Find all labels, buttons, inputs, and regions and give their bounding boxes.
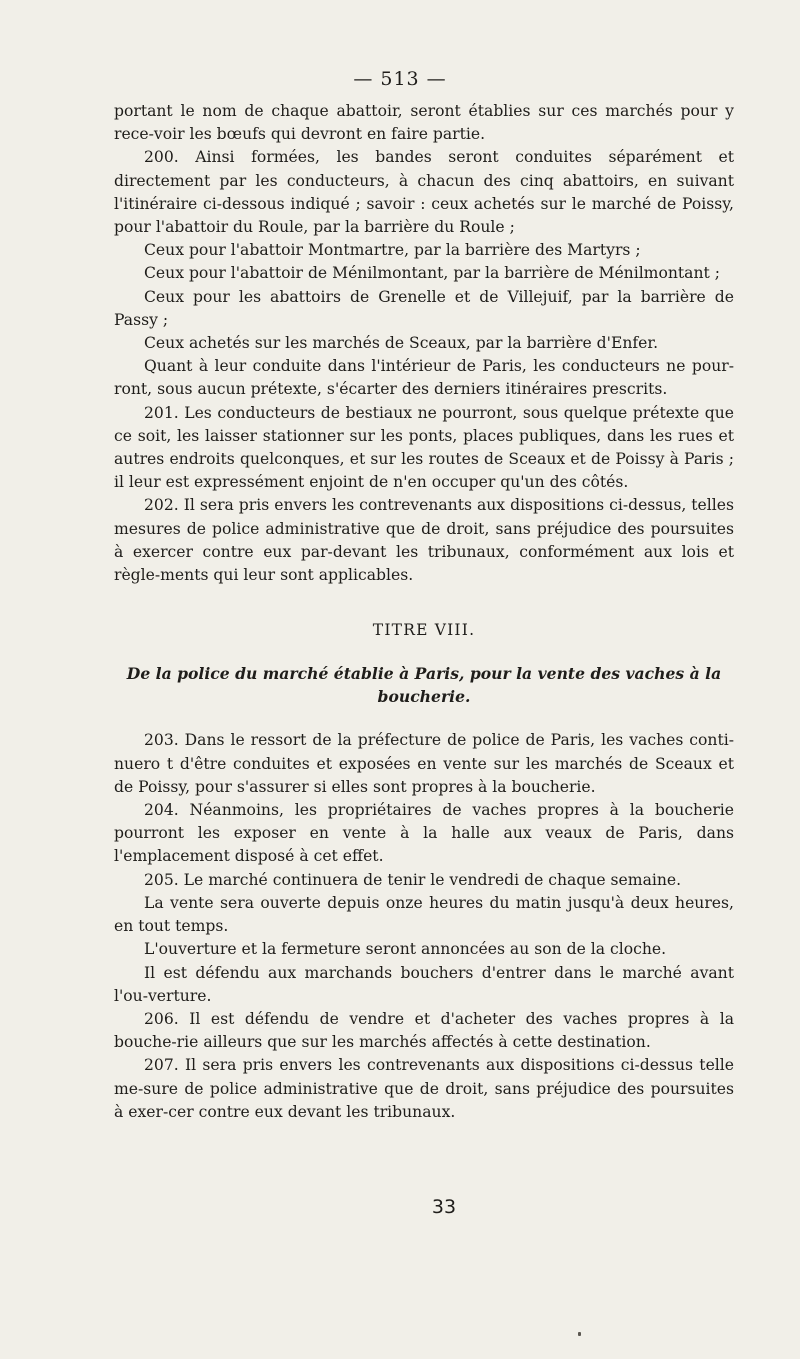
paragraph: Ceux pour les abattoirs de Grenelle et de Villejuif, par la barrière de Passy ; [114,287,734,329]
section-before-title [114,100,734,587]
paragraph: 206. Il est défendu de vendre et d'acheter des vaches propres à la bouche-rie ailleurs que sur les marchés affectés à cette destination. [114,1009,734,1052]
ink-speck [578,1332,581,1336]
paragraph: 205. Le marché continuera de tenir le vendredi de chaque semaine. [144,870,682,889]
paragraph: 200. Ainsi formées, les bandes seront conduites séparément et directement par les conducteurs, à chacun des cinq abattoirs, en suivant l'itinéraire ci-dessous indiqué ; savoir : ceux achetés sur le marché de Poissy, pour l'abattoir du Roule, par la barrière du Roule ; [114,148,734,237]
section-title: TITRE VIII. [372,621,476,640]
paragraph: 201. Les conducteurs de bestiaux ne pourront, sous quelque prétexte que ce soit, les laisser stationner sur les ponts, places publiques, dans les rues et autres endroits quelconques, et sur les routes de Sceaux et de Poissy à Paris ; il leur est expressément enjoint de n'en occuper qu'un des côtés. [114,403,734,492]
section-after-title [114,729,734,1123]
paragraph: 204. Néanmoins, les propriétaires de vaches propres à la boucherie pourront les exposer en vente à la halle aux veaux de Paris, dans l'emplacement disposé à cet effet. [114,801,734,866]
page-number: — 513 — [353,68,447,90]
paragraph: 207. Il sera pris envers les contrevenants aux dispositions ci-dessus telle me-sure de police administrative que de droit, sans préjudice des poursuites à exer-cer contre eux devant les tribunaux. [114,1056,734,1121]
signature-number: 33 [431,1196,457,1218]
paragraph: La vente sera ouverte depuis onze heures du matin jusqu'à deux heures, en tout temps. [114,893,734,936]
paragraph: L'ouverture et la fermeture seront annoncées au son de la cloche. [144,940,667,959]
paragraph: Quant à leur conduite dans l'intérieur de Paris, les conducteurs ne pour-ront, sous aucun prétexte, s'écarter des derniers itinéraires prescrits. [114,357,734,399]
paragraph: Ceux pour l'abattoir de Ménilmontant, par la barrière de Ménilmontant ; [144,264,720,283]
paragraph: 203. Dans le ressort de la préfecture de police de Paris, les vaches conti-nuero t d'être conduites et exposées en vente sur les marchés de Sceaux et de Poissy, pour s'assurer si elles sont propres à la boucherie. [114,731,734,796]
paragraph: Il est défendu aux marchands bouchers d'entrer dans le marché avant l'ou-verture. [114,963,734,1005]
document-body [114,100,734,1124]
paragraph: 202. Il sera pris envers les contrevenants aux dispositions ci-dessus, telles mesures de police administrative que de droit, sans préjudice des poursuites à exercer contre eux par-devant les tribunaux, conformément aux lois et règle-ments qui leur sont applicables. [114,496,734,585]
section-subtitle: De la police du marché établie à Paris, pour la vente des vaches à la boucherie. [126,664,722,707]
paragraph: Ceux achetés sur les marchés de Sceaux, par la barrière d'Enfer. [144,334,659,353]
paragraph: Ceux pour l'abattoir Montmartre, par la barrière des Martyrs ; [144,241,641,260]
paragraph: portant le nom de chaque abattoir, seront établies sur ces marchés pour y rece-voir les bœufs qui devront en faire partie. [114,102,734,144]
